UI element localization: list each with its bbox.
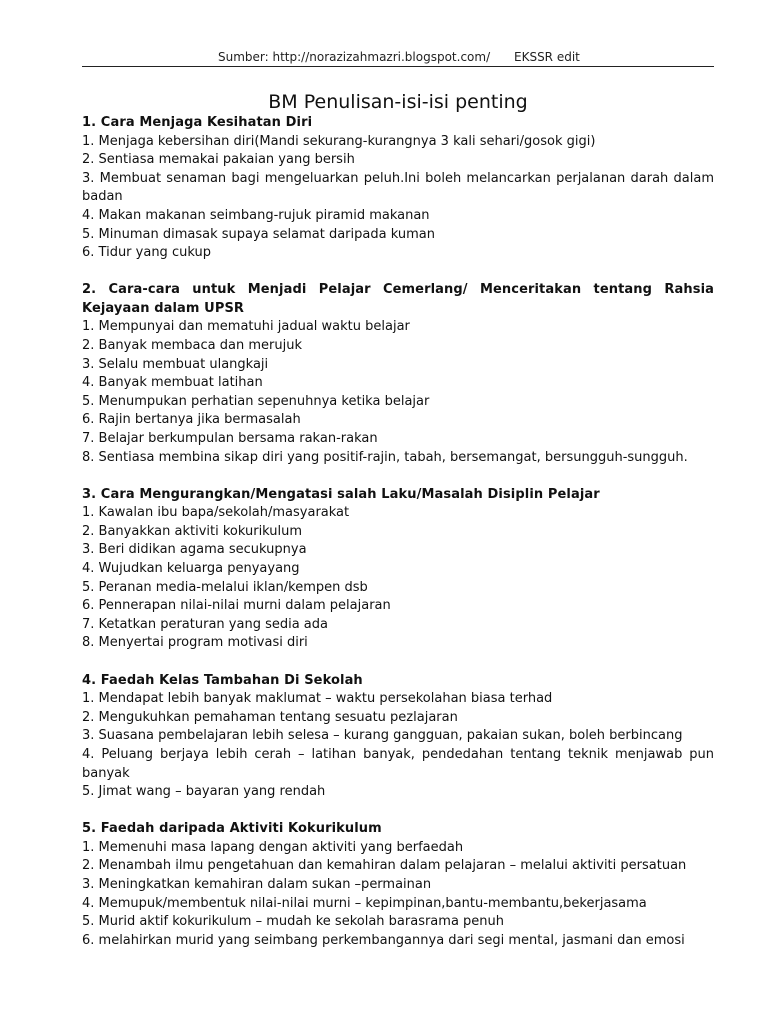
- list-item: 1. Memenuhi masa lapang dengan aktiviti yang berfaedah: [82, 839, 464, 855]
- list-item: 4. Banyak membuat latihan: [82, 375, 263, 391]
- list-item: 6. Rajin bertanya jika bermasalah: [82, 412, 301, 428]
- section-1: [82, 114, 714, 263]
- list-item: 6. Pennerapan nilai-nilai murni dalam pelajaran: [82, 598, 391, 614]
- page-header: [82, 48, 714, 66]
- list-item: 5. Jimat wang – bayaran yang rendah: [82, 784, 326, 800]
- section-2: [82, 281, 714, 467]
- list-item: 7. Ketatkan peraturan yang sedia ada: [82, 616, 328, 632]
- list-item: 5. Menumpukan perhatian sepenuhnya ketika belajar: [82, 393, 430, 409]
- document-body: [82, 114, 714, 969]
- list-item: 6. Tidur yang cukup: [82, 245, 211, 261]
- list-item: 3. Beri didikan agama secukupnya: [82, 542, 307, 558]
- list-item: 8. Menyertai program motivasi diri: [82, 635, 308, 651]
- list-item: 3. Selalu membuat ulangkaji: [82, 356, 269, 372]
- header-rule: [82, 66, 714, 67]
- section-5: [82, 820, 714, 950]
- list-item: 1. Mendapat lebih banyak maklumat – waktu persekolahan biasa terhad: [82, 691, 553, 707]
- list-item: 2. Banyakkan aktiviti kokurikulum: [82, 523, 303, 539]
- list-item: 1. Kawalan ibu bapa/sekolah/masyarakat: [82, 505, 350, 521]
- section-heading: 1. Cara Menjaga Kesihatan Diri: [82, 115, 313, 130]
- list-item: 4. Makan makanan seimbang-rujuk piramid makanan: [82, 207, 430, 223]
- list-item: 4. Memupuk/membentuk nilai-nilai murni – kepimpinan,bantu-membantu,bekerjasama: [82, 895, 647, 911]
- section-4: [82, 672, 714, 802]
- header-edit-note: EKSSR edit: [514, 50, 580, 64]
- document-title: BM Penulisan-isi-isi penting: [268, 91, 528, 113]
- list-item: 5. Minuman dimasak supaya selamat daripada kuman: [82, 226, 435, 242]
- list-item: 4. Wujudkan keluarga penyayang: [82, 561, 300, 577]
- section-heading: 4. Faedah Kelas Tambahan Di Sekolah: [82, 672, 363, 688]
- list-item: 2. Banyak membaca dan merujuk: [82, 338, 302, 354]
- section-heading: 2. Cara-cara untuk Menjadi Pelajar Cemerlang/ Menceritakan tentang Rahsia Kejayaan dalam UPSR: [82, 282, 714, 316]
- list-item: 2. Sentiasa memakai pakaian yang bersih: [82, 152, 355, 168]
- list-item: 5. Peranan media-melalui iklan/kempen dsb: [82, 579, 368, 595]
- list-item: 3. Membuat senaman bagi mengeluarkan peluh.Ini boleh melancarkan perjalanan darah dalam badan: [82, 170, 714, 205]
- list-item: 6. melahirkan murid yang seimbang perkembangannya dari segi mental, jasmani dan emosi: [82, 932, 685, 948]
- header-source: Sumber: http://norazizahmazri.blogspot.com/: [218, 50, 491, 64]
- list-item: 8. Sentiasa membina sikap diri yang positif-rajin, tabah, bersemangat, bersungguh-sungguh.: [82, 449, 688, 465]
- section-heading: 3. Cara Mengurangkan/Mengatasi salah Laku/Masalah Disiplin Pelajar: [82, 486, 600, 502]
- list-item: 1. Menjaga kebersihan diri(Mandi sekurang-kurangnya 3 kali sehari/gosok gigi): [82, 133, 596, 149]
- list-item: 2. Mengukuhkan pemahaman tentang sesuatu pezlajaran: [82, 709, 458, 725]
- section-heading: 5. Faedah daripada Aktiviti Kokurikulum: [82, 821, 382, 837]
- section-3: [82, 486, 714, 653]
- list-item: 7. Belajar berkumpulan bersama rakan-rakan: [82, 431, 378, 446]
- list-item: 4. Peluang berjaya lebih cerah – latihan banyak, pendedahan tentang teknik menjawab pun banyak: [82, 746, 714, 781]
- list-item: 3. Suasana pembelajaran lebih selesa – kurang gangguan, pakaian sukan, boleh berbincang: [82, 728, 683, 744]
- list-item: 2. Menambah ilmu pengetahuan dan kemahiran dalam pelajaran – melalui aktiviti persatuan: [82, 858, 687, 874]
- list-item: 1. Mempunyai dan mematuhi jadual waktu belajar: [82, 319, 410, 335]
- list-item: 5. Murid aktif kokurikulum – mudah ke sekolah barasrama penuh: [82, 914, 505, 930]
- list-item: 3. Meningkatkan kemahiran dalam sukan –permainan: [82, 876, 432, 892]
